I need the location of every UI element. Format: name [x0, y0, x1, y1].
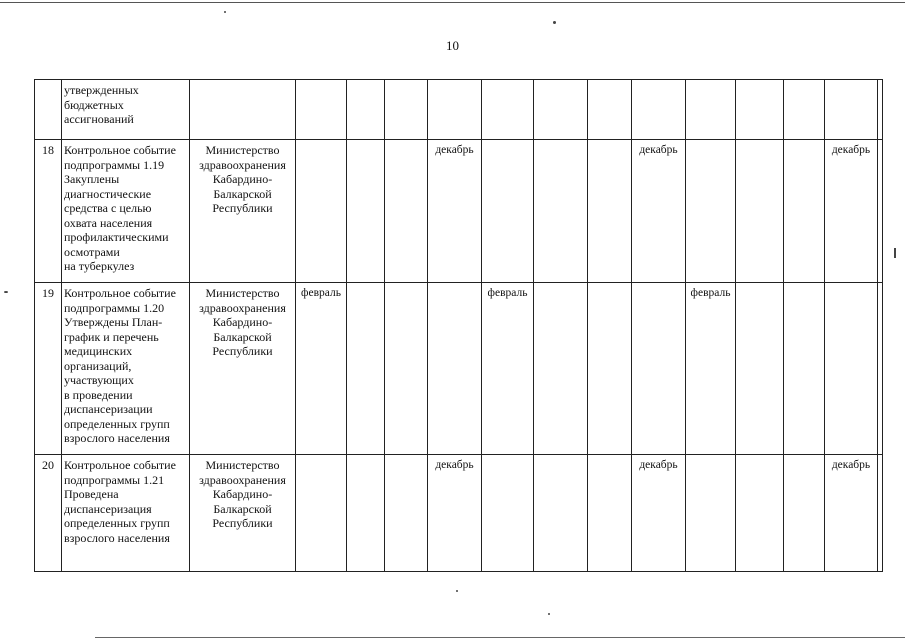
schedule-cell — [736, 283, 784, 455]
schedule-cell: февраль — [296, 283, 347, 455]
scan-speck — [553, 21, 556, 24]
event-description: Контрольное событие подпрограммы 1.20 Утверждены План- график и перечень медицинских организаций, участвующих в проведении диспансеризации определенных групп взрослого населения — [62, 283, 190, 455]
schedule-cell — [588, 140, 632, 283]
schedule-cell: декабрь — [632, 455, 686, 572]
scan-speck — [894, 248, 896, 258]
schedule-cell — [296, 140, 347, 283]
schedule-cell — [878, 80, 883, 140]
scan-speck — [548, 613, 550, 615]
table-row — [35, 140, 883, 283]
row-number: 19 — [35, 283, 62, 455]
schedule-cell — [784, 80, 825, 140]
schedule-cell — [825, 283, 878, 455]
schedule-cell — [534, 455, 588, 572]
scan-speck — [456, 590, 458, 592]
schedule-cell — [736, 455, 784, 572]
schedule-cell — [347, 80, 385, 140]
schedule-cell — [385, 80, 428, 140]
schedule-cell — [878, 283, 883, 455]
schedule-cell — [296, 455, 347, 572]
schedule-cell — [686, 80, 736, 140]
schedule-cell — [686, 140, 736, 283]
schedule-cell: декабрь — [428, 140, 482, 283]
table-row — [35, 455, 883, 572]
schedule-cell — [385, 455, 428, 572]
schedule-cell — [736, 80, 784, 140]
schedule-cell — [534, 80, 588, 140]
schedule-cell — [825, 80, 878, 140]
executor — [190, 80, 296, 140]
event-description: Контрольное событие подпрограммы 1.19 Закуплены диагностические средства с целью охвата населения профилактическими осмотрами на туберкулез — [62, 140, 190, 283]
schedule-cell — [736, 140, 784, 283]
schedule-cell: февраль — [686, 283, 736, 455]
event-description: Контрольное событие подпрограммы 1.21 Проведена диспансеризация определенных групп взрослого населения — [62, 455, 190, 572]
scan-speck — [4, 291, 8, 293]
schedule-cell — [686, 455, 736, 572]
schedule-cell — [347, 283, 385, 455]
schedule-cell: декабрь — [428, 455, 482, 572]
schedule-cell: февраль — [482, 283, 534, 455]
schedule-cell — [385, 283, 428, 455]
scan-speck — [224, 11, 226, 13]
event-description: утвержденных бюджетных ассигнований — [62, 80, 190, 140]
schedule-cell — [428, 80, 482, 140]
row-number: 20 — [35, 455, 62, 572]
executor: Министерство здравоохранения Кабардино- Балкарской Республики — [190, 140, 296, 283]
schedule-cell — [296, 80, 347, 140]
schedule-cell — [347, 455, 385, 572]
executor: Министерство здравоохранения Кабардино- Балкарской Республики — [190, 455, 296, 572]
schedule-cell — [385, 140, 428, 283]
schedule-table — [34, 79, 883, 572]
row-number — [35, 80, 62, 140]
table-row — [35, 283, 883, 455]
schedule-cell — [784, 455, 825, 572]
table-row — [35, 80, 883, 140]
schedule-cell — [482, 455, 534, 572]
schedule-cell — [588, 80, 632, 140]
schedule-cell — [784, 140, 825, 283]
schedule-cell — [588, 283, 632, 455]
row-number: 18 — [35, 140, 62, 283]
schedule-cell — [878, 455, 883, 572]
schedule-cell — [482, 80, 534, 140]
schedule-cell — [632, 80, 686, 140]
schedule-cell — [534, 140, 588, 283]
schedule-cell — [784, 283, 825, 455]
schedule-cell — [482, 140, 534, 283]
bottom-edge-line — [95, 637, 905, 638]
schedule-cell — [428, 283, 482, 455]
schedule-cell — [878, 140, 883, 283]
executor: Министерство здравоохранения Кабардино- Балкарской Республики — [190, 283, 296, 455]
schedule-cell: декабрь — [825, 455, 878, 572]
schedule-cell: декабрь — [825, 140, 878, 283]
schedule-cell — [534, 283, 588, 455]
schedule-cell — [347, 140, 385, 283]
schedule-cell: декабрь — [632, 140, 686, 283]
schedule-cell — [632, 283, 686, 455]
top-edge-line — [0, 2, 905, 3]
schedule-cell — [588, 455, 632, 572]
page-number: 10 — [446, 38, 459, 53]
